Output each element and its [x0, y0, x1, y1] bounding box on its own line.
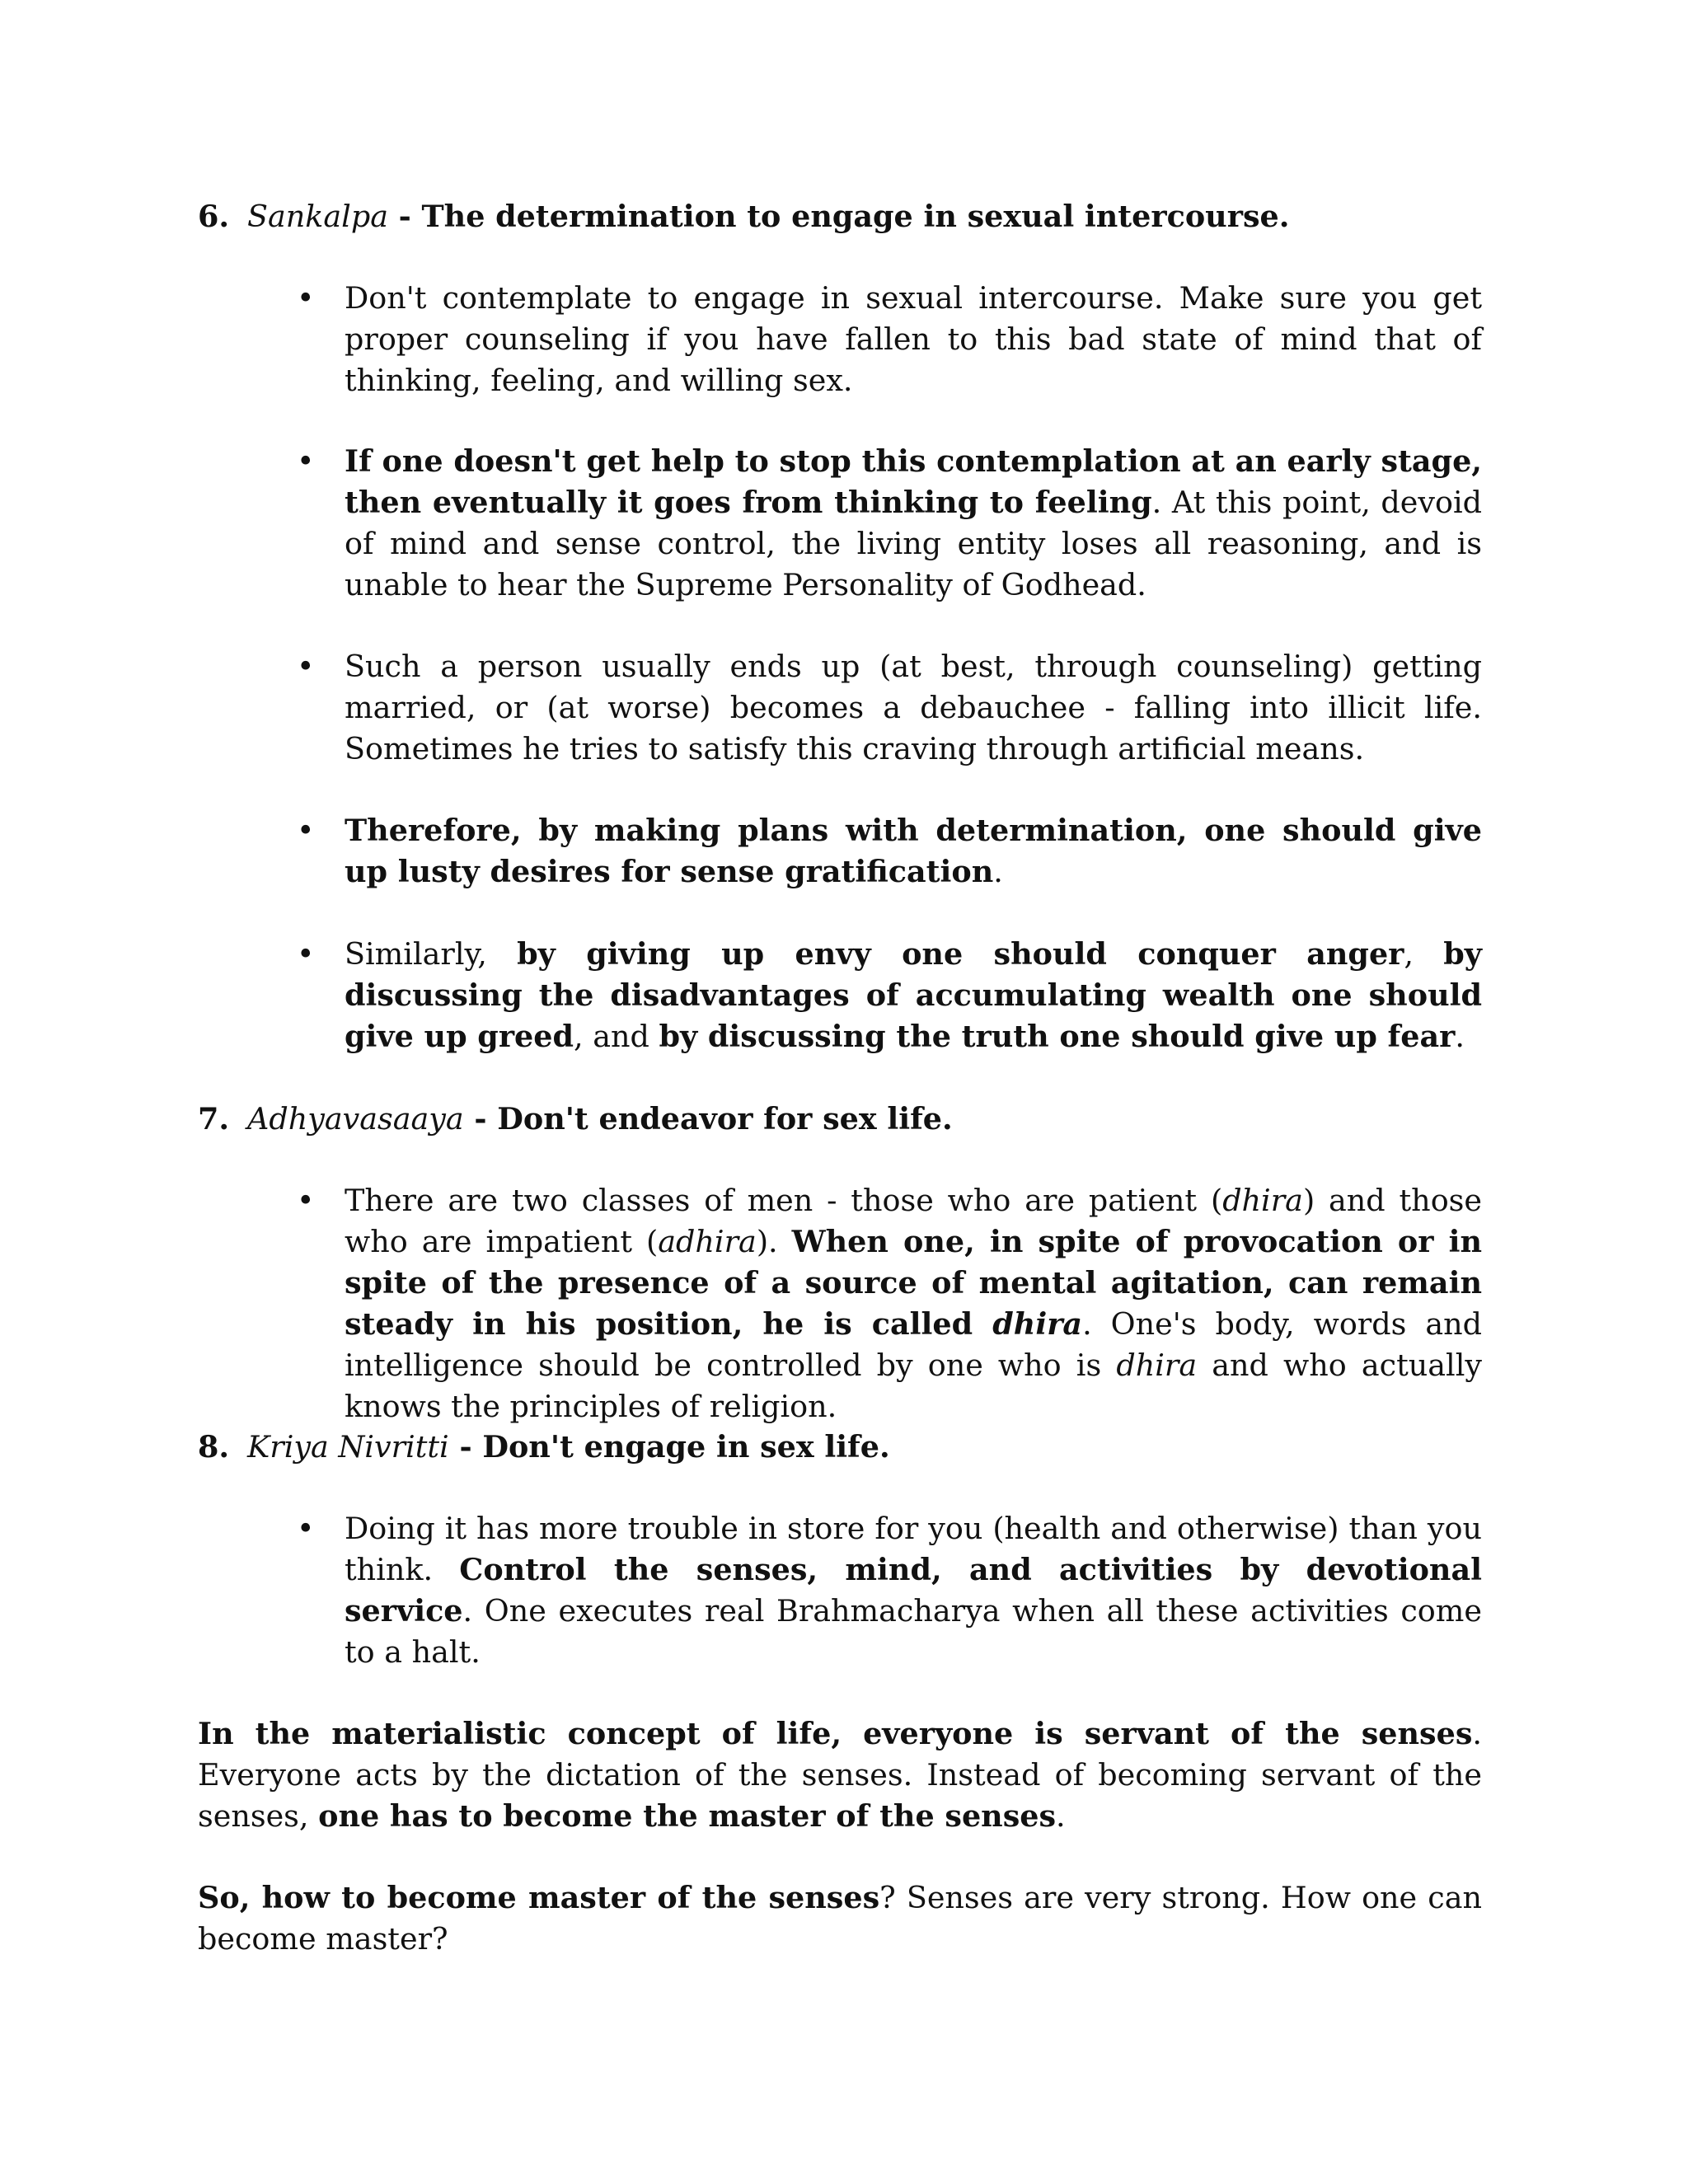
bullet-marker: •: [297, 280, 315, 316]
text-run: . One executes real Brahmacharya when all these activities come to a halt.: [345, 1593, 1482, 1670]
section-term: Sankalpa: [247, 199, 388, 234]
text-run: Similarly,: [345, 936, 518, 972]
text-run: . At this point, devoid of mind and sense control, the living entity loses all reasoning, and is unable to hear the Supreme Personality of Godhead.: [345, 485, 1482, 602]
bold-text-run: dhira: [992, 1306, 1083, 1342]
section-number: 8.: [198, 1429, 230, 1465]
text-run: Don't contemplate to engage in sexual intercourse. Make sure you get proper counseling if you have fallen to this bad state of mind that of thinking, feeling, and willing sex.: [345, 280, 1482, 398]
bullet-item: [345, 646, 1482, 770]
section-heading-6: [198, 196, 1500, 237]
section-heading-8: [198, 1427, 1500, 1468]
bold-text-run: Therefore, by making plans with determination, one should give up lusty desires for sense gratification: [345, 813, 1482, 889]
bullet-item: [345, 278, 1482, 401]
bullet-marker: •: [297, 443, 315, 479]
text-run: , and: [574, 1019, 659, 1054]
closing-paragraph: [198, 1713, 1482, 1837]
bold-text-run: When one, in spite of provocation or in spite of the presence of a source of mental agitation, can remain steady in his position, he is called: [345, 1224, 1483, 1342]
text-run: .: [1455, 1019, 1465, 1054]
closing-paragraph: [198, 1877, 1482, 1960]
bullet-item: [345, 810, 1482, 893]
italic-text-run: dhira: [1222, 1183, 1303, 1218]
section-term: Adhyavasaaya: [247, 1101, 464, 1137]
bullet-item: [345, 1508, 1482, 1673]
section-number: 6.: [198, 199, 230, 234]
text-run: There are two classes of men - those who are patient (: [345, 1183, 1223, 1218]
text-run: ).: [756, 1224, 792, 1259]
bullet-marker: •: [297, 1511, 315, 1546]
text-run: . One's body, words and intelligence should be controlled by one who is: [345, 1306, 1482, 1383]
bold-text-run: one has to become the master of the senses: [318, 1798, 1057, 1834]
bullet-item: [345, 1180, 1482, 1427]
section-title: - Don't engage in sex life.: [448, 1429, 890, 1465]
section-heading-7: [198, 1099, 1500, 1140]
bold-text-run: by discussing the disadvantages of accumulating wealth one should give up greed: [345, 936, 1482, 1054]
bullet-marker: •: [297, 813, 315, 848]
italic-text-run: adhira: [658, 1224, 757, 1259]
text-run: ,: [1404, 936, 1444, 972]
bold-text-run: In the materialistic concept of life, everyone is servant of the senses: [198, 1716, 1473, 1751]
section-title: - The determination to engage in sexual intercourse.: [387, 199, 1290, 234]
text-run: .: [1056, 1798, 1066, 1834]
italic-text-run: dhira: [1116, 1347, 1198, 1383]
text-run: ) and those who are impatient (: [345, 1183, 1482, 1259]
text-run: Doing it has more trouble in store for you (health and otherwise) than you think.: [345, 1511, 1482, 1587]
bullet-marker: •: [297, 649, 315, 684]
bold-text-run: Control the senses, mind, and activities by devotional service: [345, 1552, 1482, 1629]
bullet-marker: •: [297, 936, 315, 972]
bullet-item: [345, 934, 1482, 1057]
section-term: Kriya Nivritti: [247, 1429, 449, 1465]
bullet-marker: •: [297, 1183, 315, 1218]
bullet-item: [345, 441, 1482, 606]
text-run: Such a person usually ends up (at best, through counseling) getting married, or (at worse) becomes a debauchee - falling into illicit life. Sometimes he tries to satisfy this craving through artificial means.: [345, 649, 1482, 766]
text-run: and who actually knows the principles of religion.: [345, 1347, 1482, 1424]
bold-text-run: If one doesn't get help to stop this contemplation at an early stage, then eventually it goes from thinking to feeling: [345, 443, 1482, 520]
text-run: . Everyone acts by the dictation of the senses. Instead of becoming servant of the senses,: [198, 1716, 1482, 1834]
bold-text-run: So, how to become master of the senses: [198, 1880, 880, 1915]
text-run: ? Senses are very strong. How one can become master?: [198, 1880, 1482, 1957]
text-run: .: [993, 854, 1003, 889]
bold-text-run: by discussing the truth one should give up fear: [659, 1019, 1456, 1054]
bold-text-run: by giving up envy one should conquer anger: [517, 936, 1404, 972]
section-number: 7.: [198, 1101, 230, 1137]
section-title: - Don't endeavor for sex life.: [463, 1101, 953, 1137]
